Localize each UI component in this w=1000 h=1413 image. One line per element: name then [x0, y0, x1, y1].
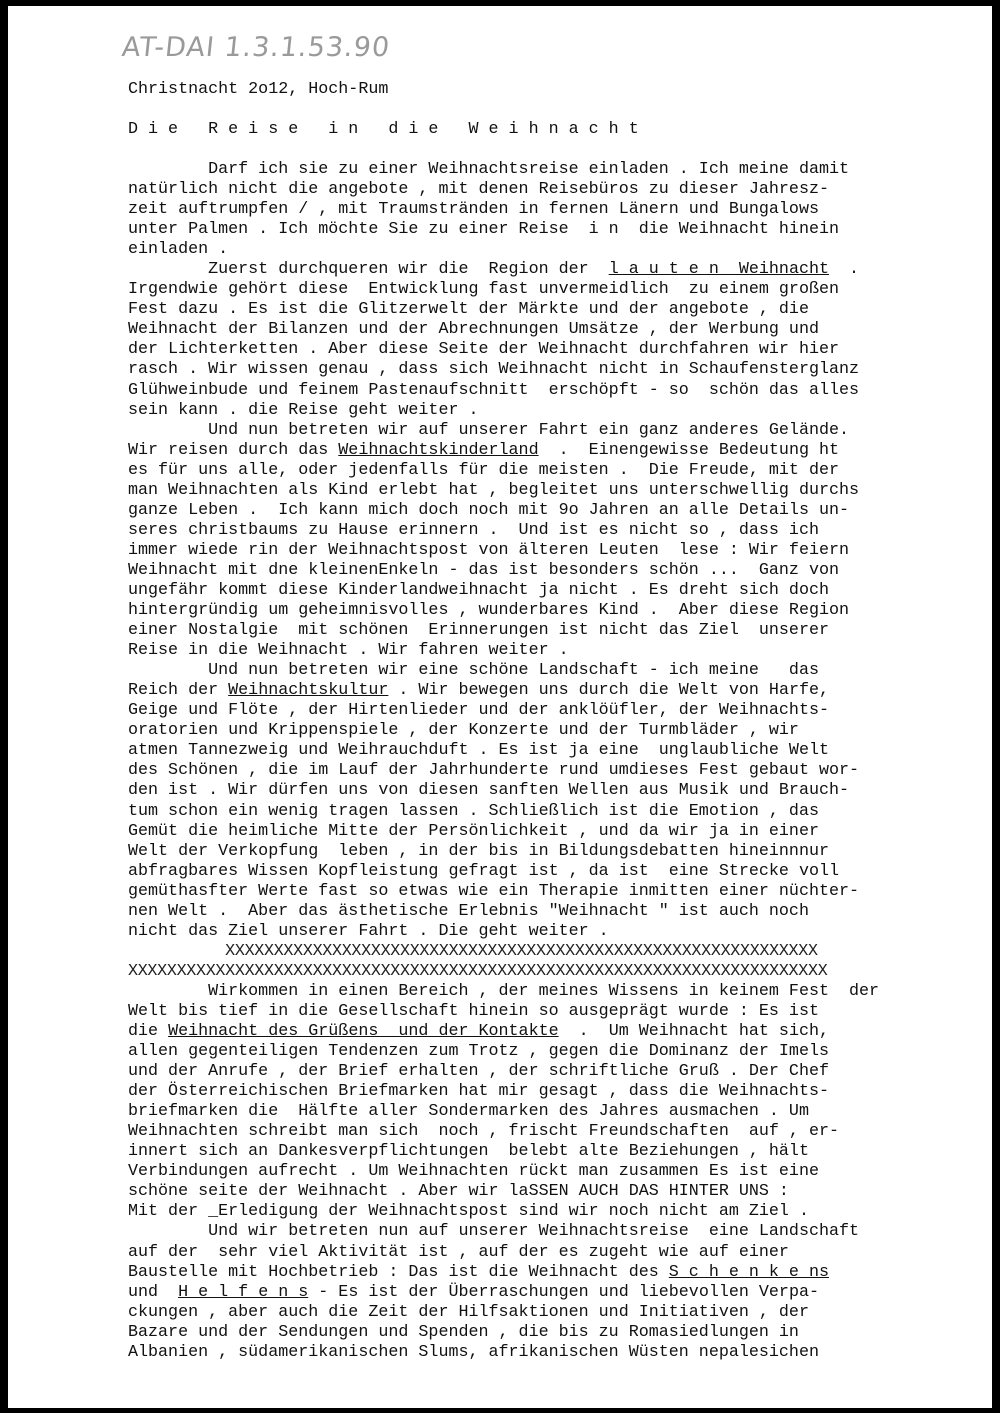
text-line: innert sich an Dankesverpflichtungen belebt alte Beziehungen , hält	[128, 1142, 809, 1162]
text-line: Und nun betreten wir auf unserer Fahrt ein ganz anderes Gelände.	[128, 420, 850, 440]
text-line: schöne seite der Weihnacht . Aber wir laSSEN AUCH DAS HINTER UNS :	[128, 1182, 789, 1202]
archive-stamp: AT-DAI 1.3.1.53.90	[120, 32, 392, 63]
document-body	[128, 160, 992, 1363]
text-line: und der Anrufe , der Brief erhalten , der schriftliche Gruß . Der Chef	[128, 1062, 829, 1082]
text-line: ungefähr kommt diese Kinderlandweihnacht ja nicht . Es dreht sich doch	[128, 580, 829, 600]
text-line: Welt der Verkopfung leben , in der bis in Bildungsdebatten hineinnnur	[128, 841, 829, 861]
text-line: einer Nostalgie mit schönen Erinnerungen ist nicht das Ziel unserer	[128, 621, 829, 641]
text-line: Darf ich sie zu einer Weihnachtsreise einladen . Ich meine damit	[128, 160, 850, 179]
text-line: rasch . Wir wissen genau , dass sich Weihnacht nicht in Schaufensterglanz	[128, 360, 860, 380]
text-line: den ist . Wir dürfen uns von diesen sanften Wellen aus Musik und Brauch-	[128, 781, 850, 801]
underlined-term: H e l f e n s	[178, 1282, 309, 1302]
text-line: zeit auftrumpfen / , mit Traumstränden in fernen Länern und Bungalows	[128, 200, 819, 220]
text-line: Zuerst durchqueren wir die Region der l a u t e n Weihnacht .	[128, 260, 860, 280]
text-line: auf der sehr viel Aktivität ist , auf der es zugeht wie auf einer	[128, 1242, 789, 1262]
text-line: briefmarken die Hälfte aller Sondermarken des Jahres ausmachen . Um	[128, 1102, 809, 1122]
underlined-term: Weihnachtskultur	[228, 681, 389, 701]
document-title: D i e R e i s e i n d i e W e i h n a c h t	[128, 120, 639, 139]
text-line: nicht das Ziel unserer Fahrt . Die geht weiter .	[128, 921, 609, 941]
document-heading: Christnacht 2o12, Hoch-Rum	[128, 80, 389, 99]
text-line: Weihnachten schreibt man sich noch , frischt Freundschaften auf , er-	[128, 1122, 840, 1142]
text-line: Und nun betreten wir eine schöne Landschaft - ich meine das	[128, 661, 819, 681]
text-line: des Schönen , die im Lauf der Jahrhunderte rund umdieses Fest gebaut wor-	[128, 761, 860, 781]
text-line: Fest dazu . Es ist die Glitzerwelt der Märkte und der angebote , die	[128, 300, 809, 320]
text-line: Wir reisen durch das Weihnachtskinderland . Einengewisse Bedeutung ht	[128, 440, 840, 460]
text-line: unter Palmen . Ich möchte Sie zu einer Reise i n die Weihnacht hinein	[128, 220, 840, 240]
text-line: die Weihnacht des Grüßens und der Kontakte . Um Weihnacht hat sich,	[128, 1022, 830, 1042]
text-line: oratorien und Krippenspiele , der Konzerte und der Turmbläder , wir	[128, 721, 799, 741]
text-line: Gemüt die heimliche Mitte der Persönlichkeit , und da wir ja in einer	[128, 821, 819, 841]
text-line: Reich der Weihnachtskultur . Wir bewegen uns durch die Welt von Harfe,	[128, 681, 830, 701]
text-line: einladen .	[128, 240, 229, 260]
underlined-term: Weihnachtskinderland	[338, 440, 539, 460]
text-line: ckungen , aber auch die Zeit der Hilfsaktionen und Initiativen , der	[128, 1302, 809, 1322]
text-line: man Weihnachten als Kind erlebt hat , begleitet uns unterschwellig durchs	[128, 480, 860, 500]
text-line: Reise in die Weihnacht . Wir fahren weiter .	[128, 641, 569, 661]
text-line: Und wir betreten nun auf unserer Weihnachtsreise eine Landschaft	[128, 1222, 860, 1242]
text-line: ganze Leben . Ich kann mich doch noch mit 9o Jahren an alle Details un-	[128, 500, 850, 520]
text-line: Wirkommen in einen Bereich , der meines Wissens in keinem Fest der	[128, 981, 880, 1001]
text-line: Geige und Flöte , der Hirtenlieder und der anklöüfler, der Weihnachts-	[128, 701, 829, 721]
text-line: Albanien , südamerikanischen Slums, afrikanischen Wüsten nepalesichen	[128, 1342, 819, 1362]
text-line: der Österreichischen Briefmarken hat mir gesagt , dass die Weihnachts-	[128, 1082, 829, 1102]
text-line: der Lichterketten . Aber diese Seite der Weihnacht durchfahren wir hier	[128, 340, 840, 360]
text-line: allen gegenteiligen Tendenzen zum Trotz , gegen die Dominanz der Imels	[128, 1042, 829, 1062]
text-line: seres christbaums zu Hause erinnern . Und ist es nicht so , dass ich	[128, 520, 819, 540]
text-line: Glühweinbude und feinem Pastenaufschnitt erschöpft - so schön das alles	[128, 380, 860, 400]
text-line: Baustelle mit Hochbetrieb : Das ist die Weihnacht des S c h e n k e ns	[128, 1262, 829, 1282]
underlined-term: l a u t e n Weihnacht	[608, 260, 829, 280]
text-line: Verbindungen aufrecht . Um Weihnachten rückt man zusammen Es ist eine	[128, 1162, 819, 1182]
text-line: sein kann . die Reise geht weiter .	[128, 400, 479, 420]
text-line: Bazare und der Sendungen und Spenden , die bis zu Romasiedlungen in	[128, 1322, 799, 1342]
text-line: Weihnacht mit dne kleinenEnkeln - das ist besonders schön ... Ganz von	[128, 560, 840, 580]
text-line: es für uns alle, oder jedenfalls für die meisten . Die Freude, mit der	[128, 460, 840, 480]
text-line: immer wiede rin der Weihnachtspost von älteren Leuten lese : Wir feiern	[128, 540, 850, 560]
text-line: XXXXXXXXXXXXXXXXXXXXXXXXXXXXXXXXXXXXXXXXXXXXXXXXXXXXXXXXXXXXX	[128, 941, 818, 961]
document-page	[8, 6, 992, 1408]
underlined-term: Weihnacht des Grüßens und der Kontakte	[168, 1022, 559, 1042]
text-line: Welt bis tief in die Gesellschaft hinein so ausgeprägt wurde : Es ist	[128, 1001, 819, 1021]
text-line: natürlich nicht die angebote , mit denen Reisebüros zu dieser Jahresz-	[128, 180, 829, 200]
text-line: und H e l f e n s - Es ist der Überraschungen und liebevollen Verpa-	[128, 1282, 819, 1302]
text-line: nen Welt . Aber das ästhetische Erlebnis "Weihnacht " ist auch noch	[128, 901, 809, 921]
text-line: Irgendwie gehört diese Entwicklung fast unvermeidlich zu einem großen	[128, 280, 840, 300]
text-line: atmen Tannezweig und Weihrauchduft . Es ist ja eine unglaubliche Welt	[128, 741, 829, 761]
text-line: hintergründig um geheimnisvolles , wunderbares Kind . Aber diese Region	[128, 601, 850, 621]
text-line: gemüthasfter Werte fast so etwas wie ein Therapie inmitten einer nüchter-	[128, 881, 860, 901]
text-line: XXXXXXXXXXXXXXXXXXXXXXXXXXXXXXXXXXXXXXXXXXXXXXXXXXXXXXXXXXXXXXXXXXXXXXXX	[128, 961, 828, 981]
text-line: Weihnacht der Bilanzen und der Abrechnungen Umsätze , der Werbung und	[128, 320, 819, 340]
text-line: abfragbares Wissen Kopfleistung gefragt ist , da ist eine Strecke voll	[128, 861, 840, 881]
text-line: tum schon ein wenig tragen lassen . Schließlich ist die Emotion , das	[128, 801, 819, 821]
underlined-term: S c h e n k e ns	[668, 1262, 829, 1282]
text-line: Mit der _Erledigung der Weihnachtspost sind wir noch nicht am Ziel .	[128, 1202, 809, 1222]
